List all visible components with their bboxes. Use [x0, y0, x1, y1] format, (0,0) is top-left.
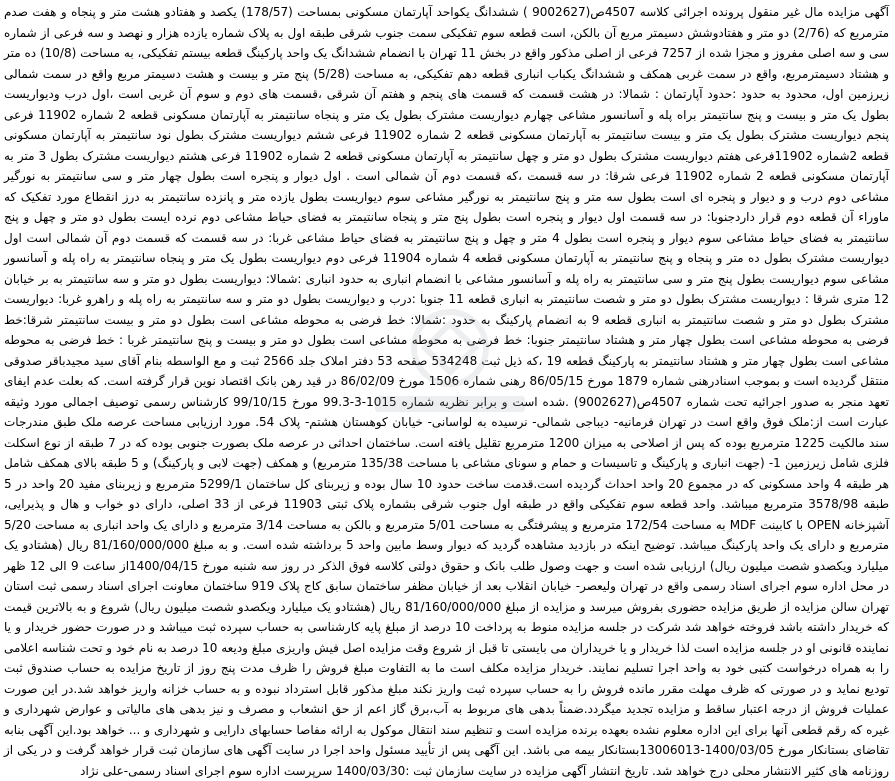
- notice-body-text: آگهی مزایده مال غیر منقول پرونده اجرائی کلاسه 4507ص(9002627 ) ششدانگ یکواحد آپارتمان مسکونی بمساحت (178/57) یکصد و هفتادو هشت متر و پنجاه و هفت صدم مترمربع که (2/76) دو متر و هفتادوشش دسیمتر مربع آن بالکن، است قطعه سوم تفکیکی سمت جنوب شرقی طبقه اول به پلاک شماره یازده هزار و نهصد و سه فرعی از شماره سی و سه اصلی مفروز و مجزا شده از 7257 فرعی از اصلی مذکور واقع در بخش 11 تهران با انضمام ششدانگ یک واحد پارکینگ قطعه بیستم تفکیکی، به مساحت (10/8) ده متر و هشتاد دسیمترمربع، واقع در سمت غربی همکف و ششدانگ یکباب انباری قطعه دهم تفکیکی، به مساحت (5/28) پنج متر و بیست و هشت دسیمتر مربع واقع در سمت شمالی زیرزمین اول، محدود به حدود :حدود آپارتمان : شمالا: در هشت قسمت که قسمت های پنجم و هفتم آن شرقی ،قسمت های دوم و سوم آن غربی است ،اول درب ودیواریست بطول یک متر و بیست و پنج سانتیمتر براه پله و آسانسور مشاعی چهارم دیواریست مشترک بطول یک متر و پنجاه سانتیمتر به آپارتمان مسکونی قطعه 2 شماره 11902 فرعی پنجم دیواریست مشترک بطول یک متر و بیست سانتیمتر به آپارتمان مسکونی قطعه 2 شماره 11902 فرعی ششم دیواریست مشترک بطول نود سانتیمتر به آپارتمان مسکونی قطعه 2شماره 11902فرعی هفتم دیواریست مشترک بطول دو متر و چهل سانتیمتر به آپارتمان مسکونی قطعه 2 شماره 11902 فرعی هشتم دیواریست مشترک بطول 3 متر به آپارتمان مسکونی قطعه 2 شماره 11902 فرعی شرقا: در سه قسمت ،که قسمت دوم آن شمالی است . اول دیوار و پنجره است بطول چهار متر و سی سانتیمتر به نورگیر مشاعی دوم درب و و دیوار و پنجره ای است بطول سه متر و پنج سانتیمتر به نورگیر مشاعی سوم دیواریست بطول یازده متر و پانزده سانتیمتر به درز انقطاع مورد تفکیک که ماوراء آن قطعه دوم قرار داردجنوبا: در سه قسمت اول دیوار و پنجره است بطول پنج متر و پنجاه سانتیمتر به فضای حیاط مشاعی دوم نرده ایست بطول دو متر و چهل و پنج سانتیمتر به فضای حیاط مشاعی سوم دیوار و پنجره است بطول 4 متر و چهل و پنج سانتیمتر به فضای حیاط مشاعی غربا: در سه قسمت که قسمت دوم آن شمالی است اول دیواریست مشترک بطول ده متر و پنجاه و پنج سانتیمتر به آپارتمان مسکونی قطعه 4 شماره 11904 فرعی دوم دیواریست بطول یک متر و پنجاه سانتیمتر به راه پله و آسانسور مشاعی سوم دیواریست بطول پنج متر و سی سانتیمتر به راه پله و آسانسور مشاعی با انضمام انباری به حدود انباری :شمالا: دیواریست بطول دو متر و سه سانتیمتر به بر خیابان 12 متری شرقا : دیواریست مشترک بطول دو متر و شصت سانتیمتر به انباری قطعه 11 جنوبا :درب و دیواریست بطول دو متر و سه سانتیمتر به راه پله و راهرو غربا: دیواریست مشترک بطول دو متر و شصت سانتیمتر به انباری قطعه 9 به انضمام پارکینگ به حدود :شمالا: خط فرضی به محوطه مشاعی است بطول دو متر و بیست سانتیمتر شرقا:خط فرضی به محوطه مشاعی است بطول چهار متر و هشتاد سانتیمتر جنوبا: خط فرضی به محوطه مشاعی است بطول دو متر و بیست و پنج سانتیمتر غربا : خط فرضی به محوطه مشاعی است بطول چهار متر و هشتاد سانتیمتر به پارکینگ قطعه 19 ،که ذیل ثبت 534248 صفحه 53 دفتر املاک جلد 2566 ثبت و مع الواسطه بنام آقای سید مجیدباقر صدوقی منتقل گردیده است و بموجب اسنادرهنی شماره 1879 مورخ 86/05/15 رهنی شماره 1506 مورخ 86/02/09 در قید رهن بانک اقتصاد نوین قرار گرفته است. که بعلت عدم ایفای تعهد منجر به صدور اجرائیه تحت شماره 4507ص(9002627) .شده است و برابر نظریه شماره 1015-3-99.3 مورخ 99/10/15 کارشناس رسمی توصیف اجمالی مورد وثیقه عبارت است از:ملک فوق واقع است در تهران فرمانیه- دیباجی شمالی- نرسیده به لواسانی- خیابان کوهستان هشتم- پلاک 54. مورد ارزیابی مساحت عرصه ملک طبق مندرجات سند مالکیت 1225 مترمربع بوده که پس از اصلاحی به میزان 1200 مترمربع تقلیل یافته است. ساختمان احداثی در عرصه ملک بصورت جنوبی بوده که در 7 طبقه از نوع اسکلت فلزی شامل زیرزمین 1- (جهت انباری و پارکینگ و تاسیسات و حمام و سونای مشاعی با مساحت 135/38 مترمربع) و همکف (جهت لابی و پارکینگ) و 5 طبقه بالای همکف شامل هر طبقه 4 واحد مسکونی که در مجموع 20 واحد احداث گردیده است.قدمت ساخت حدود 10 سال بوده و زیربنای کل ساختمان 5299/1 مترمربع و زیربنای مفید 20 واحد در 5 طبقه 3578/98 مترمربع میباشد. واحد قطعه سوم تفکیکی واقع در طبقه اول جنوب شرقی بشماره پلاک ثبتی 11903 فرعی از 33 اصلی، دارای دو خواب و هال و پذیرایی، آشپزخانه OPEN با کابینت MDF به مساحت 172/54 مترمربع و پیشرفتگی به مساحت 5/01 مترمربع و بالکن به مساحت 3/14 مترمربع و دارای یک واحد انباری به مساحت 5/20 مترمربع و دارای یک واحد پارکینگ میباشد. توضیح اینکه در بازدید مشاهده گردید که دیوار وسط مابین واحد 5 برداشته شده است. و به مبلغ 81/160/000/000 ریال (هشتادو یک میلیارد ویکصدو شصت میلیون ریال) ارزیابی شده است و جهت وصول طلب بانک و حقوق دولتی کلاسه فوق الذکر در روز سه شنبه مورخ 1400/04/15از ساعت 9 الی 12 ظهر در محل اداره سوم اجرای اسناد رسمی واقع در تهران ولیعصر- خیابان انقلاب بعد از خیابان مظفر ساختمان سابق کاج پلاک 919 ساختمان معاونت اجرای اسناد رسمی ثبت استان تهران سالن مزایده از طریق مزایده حضوری بفروش میرسد و مزایده از مبلغ 81/160/000/000 ریال (هشتادو یک میلیارد ویکصدو شصت میلیون ریال) شروع و به بالاترین قیمت که خریدار داشته باشد فروخته خواهد شد شرکت در جلسه مزایده منوط به پرداخت 10 درصد از مبلغ پایه کارشناسی به حساب سپرده ثبت میباشد و در صورت حضور خریدار و یا نماینده قانونی او در جلسه مزایده است لذا خریدار و یا خریداران می بایستی تا قبل از شروع وقت مزایده اصل فیش واریزی مبلغ ودیعه 10 درصد به نام خود و تحت شناسه اعلامی را به همراه درخواست کتبی خود به واحد اجرا تسلیم نمایند. خریدار مزایده مکلف است ما به التفاوت مبلغ فروش را ظرف مدت پنج روز از تاریخ مزایده به حساب صندوق ثبت تودیع نماید و در صورتی که ظرف مهلت مقرر مانده فروش را به حساب سپرده ثبت واریز نکند مبلغ مذکور قابل استرداد نبوده و به حساب خزانه واریز خواهد شد.در این صورت عملیات فروش از درجه اعتبار ساقط و مزایده تجدید میگردد.ضمناً بدهی های مربوط به آب،برق گاز اعم از حق انشعاب و مصرف و نیز بدهی های مالیاتی و عوارض شهرداری و غیره که رقم قطعی آنها برای این اداره معلوم نشده بعهده برنده مزایده است و تنظیم سند انتقال موکول به ارائه مفاصا حسابهای دارایی و شهرداری و ... خواهد بود.این آگهی بنابه تقاضای بستانکار مورخ 1400/03/05-13006013بستانکار بیمه می باشد. این آگهی پس از تأیید مسئول واحد اجرا در سایت آگهی های سازمان ثبت قرار خواهد گرفت و در یکی از روزنامه های کثیر الانتشار محلی درج خواهد شد. تاریخ انتشار آگهی مزایده در سایت سازمان ثبت :1400/03/30 سرپرست اداره سوم اجرای اسناد رسمی-علی نژاد: [4, 5, 890, 778]
